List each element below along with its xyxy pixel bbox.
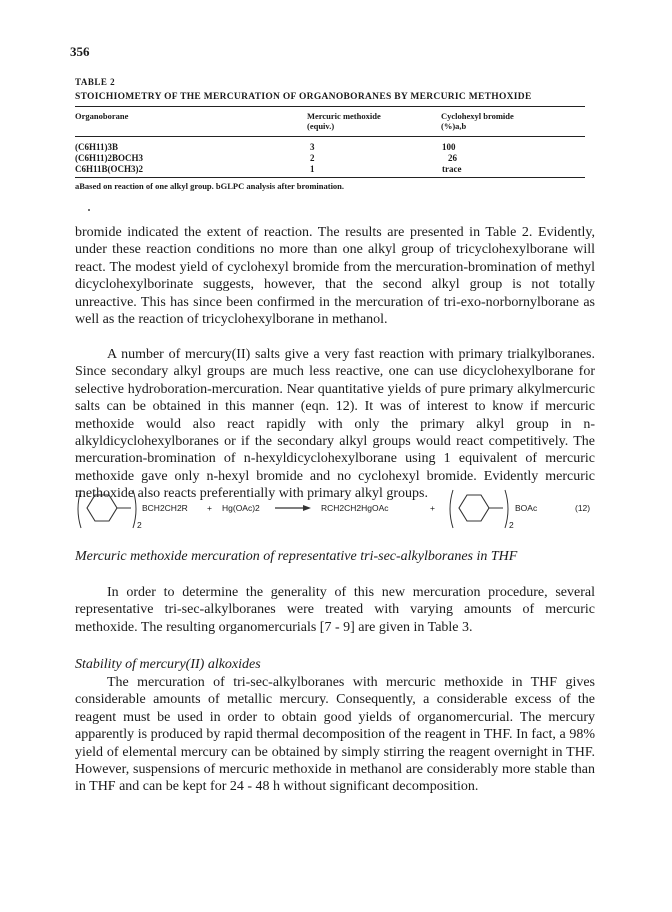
header-cyclohexyl-line1: Cyclohexyl bromide [441,111,514,121]
header-cyclohexyl-line2: (%)a,b [441,121,467,131]
equation-12 [75,486,595,532]
header-organoborane: Organoborane [75,111,129,121]
right-bracket-close [505,490,508,528]
row1-organoborane: (C6H11)3B [75,142,119,152]
table-footnote: aBased on reaction of one alkyl group. bGLPC analysis after bromination. [75,181,345,191]
row3-organoborane: C6H11B(OCH3)2 [75,164,144,174]
table-bottom-rule [75,177,585,178]
left-bracket-close [133,490,136,528]
row2-yield: 26 [448,153,457,163]
subscript-right: 2 [509,520,514,530]
row1-yield: 100 [442,142,456,152]
paragraph-3-text: In order to determine the generality of this new mercuration procedure, several representative tri-sec-alkylboranes were treated with varying amounts of mercuric methoxide. The resulting organomercurials [7 - 9] are given in Table 3. [75,585,595,635]
paragraph-2 [75,346,595,503]
subscript-left: 2 [137,520,142,530]
paragraph-4-text: The mercuration of tri-sec-alkylboranes with mercuric methoxide in THF gives considerable amounts of metallic mercury. Consequently, a considerable excess of the reagent must be used in order to obtain good yields of organomercurial. The mercury apparently is produced by rapid thermal decomposition of the reagent in THF. In fact, a 98% yield of elemental mercury can be obtained by simply stirring the reagent overnight in THF. However, suspensions of mercuric methoxide in methanol are considerably more stable than in THF and can be kept for 24 - 48 h without significant decomposition. [75,675,595,795]
row2-organoborane: (C6H11)2BOCH3 [75,153,144,163]
right-bracket-open [450,490,453,528]
table-top-rule [75,106,585,107]
paragraph-4 [75,674,595,796]
table-title: STOICHIOMETRY OF THE MERCURATION OF ORGANOBORANES BY MERCURIC METHOXIDE [75,92,532,102]
equation-product1: RCH2CH2HgOAc [321,503,389,513]
header-mercuric-methoxide [307,111,381,131]
equation-reagent: Hg(OAc)2 [222,503,260,513]
paragraph-1-text: bromide indicated the extent of reaction. The results are presented in Table 2. Evidently, under these reaction conditions no more than one alkyl group of tricyclohexylborane will react. The modest yield of cyclohexyl bromide from the mercuration-bromination of methyl dicyclohexylborinate suggests, however, that the second alkyl group is not totally unreactive. This has since been confirmed in the mercuration of tri-exo-norbornylborane as well as the reaction of tricyclohexylborane in methanol. [75,225,595,328]
left-bracket-open [78,490,81,528]
row3-equiv: 1 [310,164,315,174]
paragraph-2-text: A number of mercury(II) salts give a very fast reaction with primary trialkylboranes. Since secondary alkyl groups are much less reactive, one can use dicyclohexylborane for selective hydroboration-mercuration. Near quantitative yields of pure primary alkylmercuric salts can be obtained in this manner (eqn. 12). It was of interest to know if mercuric methoxide would also react rapidly with only the primary alkyl group in n-alkyldicyclohexylboranes or if the secondary alkyl groups would react competitively. The mercuration-bromination of n-hexyldicyclohexylborane using 1 equivalent of mercuric methoxide gave only n-hexyl bromide and no cyclohexyl bromide. Evidently mercuric methoxide also reacts preferentially with primary alkyl groups. [75,347,595,502]
header-mercuric-line1: Mercuric methoxide [307,111,381,121]
equation-plus1: + [207,503,212,513]
table-label: TABLE 2 [75,77,116,87]
stray-dot [88,209,90,211]
section-heading-mercuration: Mercuric methoxide mercuration of representative tri-sec-alkylboranes in THF [75,549,518,564]
equation-product2: BOAc [515,503,538,513]
header-cyclohexyl-bromide [441,111,514,131]
row2-equiv: 2 [310,153,315,163]
cyclohexane-ring-right [459,495,489,521]
equation-number: (12) [575,503,591,513]
paragraph-3 [75,584,595,636]
page-number: 356 [70,44,90,59]
paragraph-1 [75,224,595,328]
row3-yield: trace [442,164,462,174]
section-heading-stability: Stability of mercury(II) alkoxides [75,657,261,672]
header-mercuric-line2: (equiv.) [307,121,335,131]
equation-reactant1: BCH2CH2R [142,503,188,513]
equation-plus2: + [430,503,435,513]
row1-equiv: 3 [310,142,315,152]
table-header-rule [75,136,585,137]
cyclohexane-ring-left [87,495,117,521]
